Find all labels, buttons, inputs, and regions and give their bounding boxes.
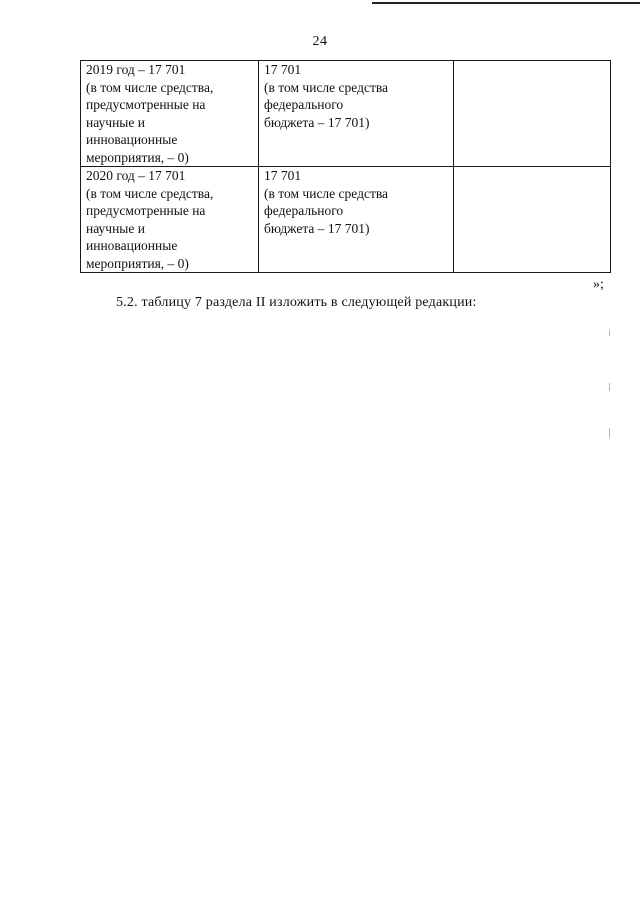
budget-table xyxy=(80,60,611,273)
scan-artifact xyxy=(609,428,610,438)
scan-artifact xyxy=(609,383,610,391)
table-cell-funding-source: 17 701 (в том числе средства федерального бюджета – 17 701) xyxy=(259,167,454,273)
page-number: 24 xyxy=(312,34,328,49)
scan-artifact xyxy=(609,330,610,336)
closing-quote: »; xyxy=(593,277,604,292)
top-rule xyxy=(372,2,640,4)
table-row xyxy=(81,61,611,167)
table-row xyxy=(81,167,611,273)
table-cell-year-total: 2020 год – 17 701 (в том числе средства, предусмотренные на научные и инновационные мероприятия, – 0) xyxy=(81,167,259,273)
table-cell-empty xyxy=(453,61,610,167)
table-cell-empty xyxy=(453,167,610,273)
table-cell-funding-source: 17 701 (в том числе средства федерального бюджета – 17 701) xyxy=(259,61,454,167)
table-cell-year-total: 2019 год – 17 701 (в том числе средства, предусмотренные на научные и инновационные мероприятия, – 0) xyxy=(81,61,259,167)
instruction-paragraph: 5.2. таблицу 7 раздела II изложить в следующей редакции: xyxy=(116,295,477,310)
